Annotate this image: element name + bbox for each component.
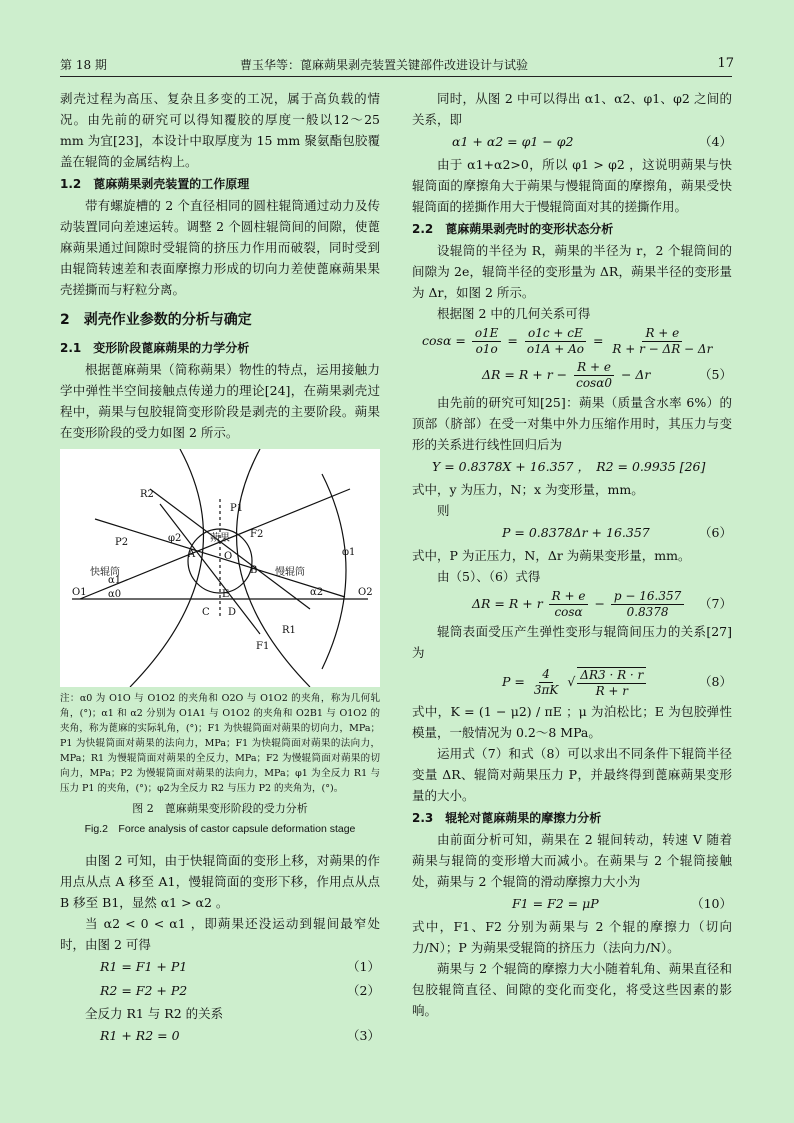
label-c: C — [202, 607, 210, 618]
header-title: 曹玉华等：蓖麻蒴果剥壳装置关键部件改进设计与试验 — [240, 58, 529, 72]
label-phi2: φ2 — [168, 533, 182, 544]
line-f1 — [160, 504, 260, 634]
section-heading: 2 剥壳作业参数的分析与确定 — [60, 312, 252, 328]
equation-7: ΔR = R + r $\frac{R + e}{\cos\alpha}$ − $\frac{p - 16.357}{0.8378}$ （7） — [472, 589, 732, 619]
section-heading: 2.3 辊轮对蓖麻蒴果的摩擦力分析 — [412, 811, 602, 825]
figure-caption-en: Fig.2 Force analysis of castor capsule deformation stage — [84, 823, 356, 835]
equation-1: R1 = F1 + P1 （1） — [100, 959, 380, 974]
paragraph: 剥壳过程为高压、复杂且多变的工况，属于高负载的情况。由先前的研究可以得知覆胶的厚度一般以12～25 mm 为宜[23]，本设计中取厚度为 15 mm 聚氨酯包胶覆盖在辊筒的金属结构上。 — [60, 91, 380, 169]
label-p1: P1 — [230, 503, 244, 514]
figure-force-diagram — [60, 449, 380, 687]
section-heading: 1.2 蓖麻蒴果剥壳装置的工作原理 — [60, 177, 250, 191]
paragraph: 由前面分析可知，蒴果在 2 辊间转动，转速 V 随着蒴果与辊筒的变形增大而减小。在蒴果与 2 个辊筒接触处，蒴果与 2 个辊筒的滑动摩擦力大小为 — [412, 832, 732, 889]
equation-10: F1 = F2 = μP （10） — [512, 896, 732, 911]
force-diagram-svg — [60, 449, 380, 687]
label-phi1: φ1 — [342, 547, 356, 558]
paragraph: 辊筒表面受压产生弹性变形与辊筒间压力的关系[27]为 — [412, 624, 732, 660]
label-p2: P2 — [115, 537, 129, 548]
label-o: O — [224, 551, 233, 562]
paragraph: 同时，从图 2 中可以得出 α1、α2、φ1、φ2 之间的关系，即 — [412, 91, 732, 127]
paragraph: 由于 α1+α2>0，所以 φ1 > φ2 ，这说明蒴果与快辊筒面的摩擦角大于蒴果与慢辊筒面的摩擦角，蒴果受快辊筒面的搓撕作用大于慢辊筒面对其的搓撕作用。 — [412, 157, 732, 214]
equation-6: P = 0.8378Δr + 16.357 （6） — [502, 525, 732, 540]
paragraph: 根据图 2 中的几何关系可得 — [437, 306, 591, 321]
label-alpha1: α1 — [108, 575, 122, 586]
paragraph: 式中，K = (1 − μ2) / πE ；μ 为泊松比；E 为包胶弹性模量，一般情况为 0.2～8 MPa。 — [412, 704, 732, 740]
page-number: 17 — [717, 56, 734, 71]
label-a: A — [188, 549, 196, 560]
paragraph: 式中，P 为正压力，N，Δr 为蒴果变形量，mm。 — [412, 548, 691, 563]
label-alpha0: α0 — [108, 589, 122, 600]
phi1-arc — [322, 474, 346, 669]
label-alpha2: α2 — [310, 587, 324, 598]
label-d: D — [228, 607, 237, 618]
paragraph: 蒴果与 2 个辊筒的摩擦力大小随着轧角、蒴果直径和包胶辊筒直径、间隙的变化而变化，将受这些因素的影响。 — [412, 961, 732, 1018]
section-heading: 2.1 变形阶段蓖麻蒴果的力学分析 — [60, 341, 250, 355]
label-b: B — [250, 565, 258, 576]
label-r2: R2 — [140, 489, 154, 500]
label-f1: F1 — [256, 641, 270, 652]
paragraph: 运用式（7）和式（8）可以求出不同条件下辊筒半径变量 ΔR、辊筒对蒴果压力 P，并最终得到蓖麻蒴果变形量的大小。 — [412, 746, 732, 803]
paragraph: 式中，y 为压力，N；x 为变形量，mm。 — [412, 482, 644, 497]
label-f2: F2 — [250, 529, 264, 540]
label-fast-roller: 快辊筒 — [90, 567, 120, 578]
equation-2: R2 = F2 + P2 （2） — [100, 983, 380, 998]
paragraph: 带有螺旋槽的 2 个直径相同的圆柱辊筒通过动力及传动装置同向差速运转。调整 2 个圆柱辊筒间的间隙，使蓖麻蒴果通过间隙时受辊筒的挤压力作用而破裂，同时受到由辊筒转速差和表面摩擦力形成的切向力差使蓖麻蒴果果壳搓撕而与籽粒分离。 — [60, 198, 380, 297]
paragraph: 全反力 R1 与 R2 的关系 — [85, 1006, 224, 1021]
paragraph: 则 — [437, 503, 450, 518]
paragraph: 设辊筒的半径为 R，蒴果的半径为 r，2 个辊筒间的间隙为 2e，辊筒半径的变形量为 ΔR，蒴果半径的变形量为 Δr，如图 2 所示。 — [412, 243, 732, 300]
label-o2: O2 — [358, 587, 373, 598]
paragraph: 由先前的研究可知[25]：蒴果（质量含水率 6%）的顶部（脐部）在受一对集中外力压缩作用时，其压力与变形的关系进行线性回归后为 — [412, 395, 732, 452]
fast-roller-arc — [130, 449, 203, 687]
equation-3: R1 + R2 = 0 （3） — [100, 1028, 380, 1043]
paragraph: 由图 2 可知，由于快辊筒面的变形上移，对蒴果的作用点从点 A 移至 A1，慢辊筒面的变形下移，作用点从点 B 移至 B1，显然 α1 > α2 。 — [60, 853, 380, 910]
section-heading: 2.2 蓖麻蒴果剥壳时的变形状态分析 — [412, 222, 614, 236]
equation-5a: cosα = $\frac{o1E}{o1o}$ = $\frac{o1c + cE}{o1A + Ao}$ = $\frac{R + e}{R + r - \Delta R - \Delta r}$ — [422, 326, 713, 356]
label-o1: O1 — [72, 587, 87, 598]
paragraph: 由（5）、（6）式得 — [437, 569, 541, 584]
header-rule — [60, 76, 732, 77]
paragraph: 式中，F1、F2 分别为蒴果与 2 个辊的摩擦力（切向力/N）；P 为蒴果受辊筒的挤压力（法向力/N）。 — [412, 919, 732, 955]
right-column — [412, 88, 732, 1021]
figure-note: 注：α0 为 O1O 与 O1O2 的夹角和 O2O 与 O1O2 的夹角，称为几何轧角，(°)；α1 和 α2 分别为 O1A1 与 O1O2 的夹角和 O2B1 与 O1O2 的夹角，称为蓖麻的实际轧角，(°)；F1 为快辊筒面对蒴果的切向力，MPa；P1 为快辊筒面对蒴果的法向力，MPa；F1 为快辊筒面对蒴果的法向力，MPa；R1 为慢辊筒面对蒴果的全反力，MPa；F2 为慢辊筒面对蒴果的切向力，MPa；P2 为慢辊筒面对蒴果的法向力，MPa；φ1 为全反力 R1 与压力 P1 的夹角，(°)；φ2为全反力 R2 与压力 P2 的夹角为，(°)。 — [60, 693, 380, 794]
figure-caption-cn: 图 2 蓖麻蒴果变形阶段的受力分析 — [132, 802, 308, 815]
label-r1: R1 — [282, 625, 296, 636]
label-slow-roller: 慢辊筒 — [275, 567, 305, 578]
paragraph: 根据蓖麻蒴果（简称蒴果）物性的特点，运用接触力学中弹性半空间接触点传递力的理论[24]，在蒴果剥壳过程中，蒴果与包胶辊筒变形阶段是剥壳的主要阶段。蒴果在变形阶段的受力如图 2 所示。 — [60, 362, 380, 440]
header-issue: 第 18 期 — [60, 58, 107, 72]
equation-8: P = $\frac{4}{3\pi K}$ √ $\frac{\Delta R3 \cdot R \cdot r}{R + r}$ （8） — [502, 667, 732, 698]
label-e: E — [222, 589, 230, 600]
regression-equation: Y = 0.8378X + 16.357 ， R2 = 0.9935 [26] — [432, 459, 706, 474]
equation-4: α1 + α2 = φ1 − φ2 （4） — [452, 134, 732, 149]
paragraph: 当 α2 < 0 < α1 ，即蒴果还没运动到辊间最窄处时，由图 2 可得 — [60, 916, 380, 952]
label-capsule: 蒴果 — [210, 533, 230, 544]
equation-5b: ΔR = R + r − $\frac{R + e}{\cos\alpha 0}$ − Δr （5） — [482, 360, 732, 390]
left-column — [60, 88, 380, 1048]
